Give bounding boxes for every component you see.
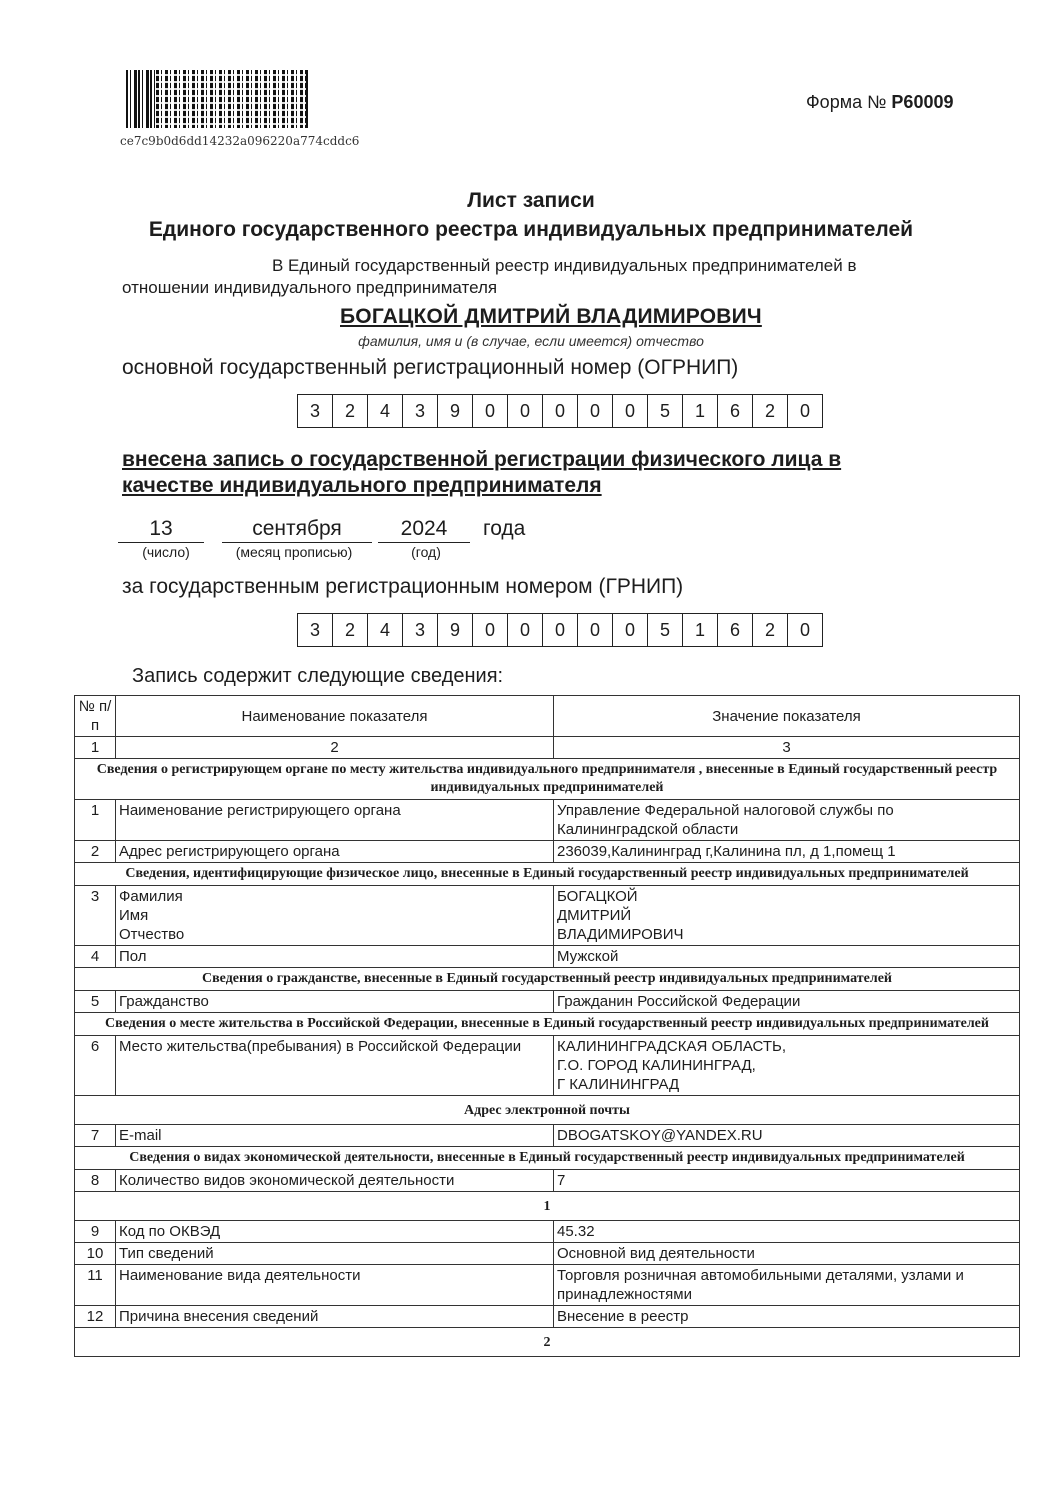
- row-no: 1: [75, 800, 116, 841]
- row-value: 236039,Калининград г,Калинина пл, д 1,помещ 1: [554, 841, 1020, 863]
- first-name-label: Имя: [119, 907, 149, 924]
- section-row: [75, 968, 1020, 991]
- section-citizenship: Сведения о гражданстве, внесенные в Единый государственный реестр индивидуальных предпринимателей: [75, 968, 1020, 991]
- row-name: Наименование регистрирующего органа: [116, 800, 554, 841]
- section-authority: Сведения о регистрирующем органе по месту жительства индивидуального предпринимателя , внесенные в Единый государственный реестр индивидуальных предпринимателей: [75, 759, 1020, 800]
- date-day: 13: [118, 516, 204, 543]
- grnip-digit: 4: [368, 614, 403, 646]
- row-no: 2: [75, 841, 116, 863]
- row-value: Мужской: [554, 946, 1020, 968]
- ogrnip-digit: 9: [438, 395, 473, 427]
- row-no: 5: [75, 991, 116, 1013]
- first-name-value: ДМИТРИЙ: [557, 907, 632, 924]
- grnip-digit: 0: [543, 614, 578, 646]
- form-number: [806, 92, 953, 113]
- section-email: Адрес электронной почты: [75, 1096, 1020, 1125]
- grnip-digit: 0: [613, 614, 648, 646]
- group-number: 1: [75, 1192, 1020, 1221]
- row-name: Гражданство: [116, 991, 554, 1013]
- row-no: 12: [75, 1306, 116, 1328]
- ogrnip-digit-boxes: [297, 394, 823, 428]
- section-row: [75, 1096, 1020, 1125]
- row-name: Тип сведений: [116, 1243, 554, 1265]
- table-row: [75, 1265, 1020, 1306]
- row-value: DBOGATSKOY@YANDEX.RU: [554, 1125, 1020, 1147]
- row-no: 6: [75, 1036, 116, 1096]
- surname-value: БОГАЦКОЙ: [557, 888, 638, 905]
- entry-statement-line-1: внесена запись о государственной регистрации физического лица в: [122, 448, 842, 471]
- section-row: [75, 863, 1020, 886]
- doc-subtitle: Единого государственного реестра индивидуальных предпринимателей: [148, 218, 914, 241]
- row-value: 45.32: [554, 1221, 1020, 1243]
- ogrnip-digit: 0: [613, 395, 648, 427]
- row-name: Причина внесения сведений: [116, 1306, 554, 1328]
- grnip-digit: 0: [578, 614, 613, 646]
- form-label: Форма №: [806, 92, 887, 112]
- grnip-digit: 3: [298, 614, 333, 646]
- form-code: Р60009: [891, 92, 954, 112]
- grnip-digit: 1: [683, 614, 718, 646]
- table-row: [75, 1036, 1020, 1096]
- ogrnip-digit: 0: [508, 395, 543, 427]
- row-value: 7: [554, 1170, 1020, 1192]
- group-number-row: [75, 1192, 1020, 1221]
- col-number: 1: [75, 737, 116, 759]
- row-no: 10: [75, 1243, 116, 1265]
- doc-title: Лист записи: [467, 189, 595, 212]
- section-row: [75, 1147, 1020, 1170]
- row-no: 7: [75, 1125, 116, 1147]
- ogrnip-digit: 3: [403, 395, 438, 427]
- grnip-digit: 5: [648, 614, 683, 646]
- ogrnip-digit: 5: [648, 395, 683, 427]
- surname-label: Фамилия: [119, 888, 183, 905]
- row-no: 11: [75, 1265, 116, 1306]
- section-row: [75, 759, 1020, 800]
- patronymic-value: ВЛАДИМИРОВИЧ: [557, 926, 684, 943]
- intro-line-2: отношении индивидуального предпринимателя: [122, 278, 498, 297]
- table-row: [75, 1221, 1020, 1243]
- section-activity: Сведения о видах экономической деятельности, внесенные в Единый государственный реестр индивидуальных предпринимателей: [75, 1147, 1020, 1170]
- ogrnip-digit: 2: [753, 395, 788, 427]
- grnip-digit: 0: [508, 614, 543, 646]
- entry-statement-line-2: качестве индивидуального предпринимателя: [122, 474, 602, 497]
- col-value-header: Значение показателя: [554, 696, 1020, 737]
- col-number: 2: [116, 737, 554, 759]
- ogrnip-digit: 0: [473, 395, 508, 427]
- row-no: 3: [75, 886, 116, 946]
- row-value: [554, 1036, 1020, 1096]
- section-person: Сведения, идентифицирующие физическое лицо, внесенные в Единый государственный реестр индивидуальных предпринимателей: [75, 863, 1020, 886]
- section-row: [75, 1013, 1020, 1036]
- row-no: 4: [75, 946, 116, 968]
- ogrnip-digit: 0: [578, 395, 613, 427]
- patronymic-label: Отчество: [119, 926, 185, 943]
- table-row: [75, 1170, 1020, 1192]
- date-year-word: года: [483, 517, 526, 540]
- person-name-hint: фамилия, имя и (в случае, если имеется) отчество: [358, 333, 704, 349]
- date-day-hint: (число): [142, 544, 190, 560]
- row-name: Количество видов экономической деятельности: [116, 1170, 554, 1192]
- table-row: [75, 841, 1020, 863]
- address-line: Г КАЛИНИНГРАД: [557, 1076, 680, 1093]
- row-no: 9: [75, 1221, 116, 1243]
- row-name: Код по ОКВЭД: [116, 1221, 554, 1243]
- address-line: Г.О. ГОРОД КАЛИНИНГРАД,: [557, 1057, 756, 1074]
- table-row: [75, 1243, 1020, 1265]
- table-header-row: [75, 696, 1020, 737]
- table-row: [75, 1125, 1020, 1147]
- row-name: Место жительства(пребывания) в Российской Федерации: [116, 1036, 554, 1096]
- row-name: Наименование вида деятельности: [116, 1265, 554, 1306]
- grnip-digit: 2: [333, 614, 368, 646]
- row-value: Торговля розничная автомобильными деталями, узлами и принадлежностями: [554, 1265, 1020, 1306]
- column-numbers-row: [75, 737, 1020, 759]
- group-number: 2: [75, 1328, 1020, 1357]
- row-name: Адрес регистрирующего органа: [116, 841, 554, 863]
- grnip-digit: 0: [799, 619, 810, 640]
- date-year-hint: (год): [411, 544, 441, 560]
- col-name-header: Наименование показателя: [116, 696, 554, 737]
- grnip-digit: 0: [473, 614, 508, 646]
- ogrnip-digit: 2: [333, 395, 368, 427]
- table-row: [75, 1306, 1020, 1328]
- ogrnip-digit: 3: [298, 395, 333, 427]
- barcode-hash: ce7c9b0d6dd14232a096220a774cddc6: [120, 134, 360, 148]
- group-number-row: [75, 1328, 1020, 1357]
- date-month: сентября: [222, 516, 372, 543]
- ogrnip-digit: 0: [799, 400, 810, 421]
- barcode-image: [126, 70, 308, 128]
- ogrnip-digit: 0: [543, 395, 578, 427]
- row-value: Управление Федеральной налоговой службы по Калининградской области: [554, 800, 1020, 841]
- table-row: [75, 886, 1020, 946]
- grnip-digit-boxes: [297, 613, 823, 647]
- grnip-digit: 9: [438, 614, 473, 646]
- ogrnip-digit: 6: [718, 395, 753, 427]
- table-row: [75, 800, 1020, 841]
- date-year: 2024: [378, 516, 470, 543]
- ogrnip-label: основной государственный регистрационный номер (ОГРНИП): [122, 356, 739, 379]
- table-row: [75, 991, 1020, 1013]
- row-name: [116, 886, 554, 946]
- address-line: КАЛИНИНГРАДСКАЯ ОБЛАСТЬ,: [557, 1038, 787, 1055]
- contains-label: Запись содержит следующие сведения:: [132, 665, 504, 687]
- date-month-hint: (месяц прописью): [235, 544, 353, 560]
- ogrnip-digit: 1: [683, 395, 718, 427]
- section-residence: Сведения о месте жительства в Российской Федерации, внесенные в Единый государственный реестр индивидуальных предпринимателей: [75, 1013, 1020, 1036]
- grnip-digit: 2: [753, 614, 788, 646]
- row-name: Пол: [116, 946, 554, 968]
- row-value: Гражданин Российской Федерации: [554, 991, 1020, 1013]
- row-name: E-mail: [116, 1125, 554, 1147]
- grnip-label: за государственным регистрационным номером (ГРНИП): [122, 575, 684, 598]
- row-value: [554, 886, 1020, 946]
- intro-line-1: В Единый государственный реестр индивидуальных предпринимателей в: [272, 256, 857, 275]
- row-value: Внесение в реестр: [554, 1306, 1020, 1328]
- col-number: 3: [554, 737, 1020, 759]
- col-no-header: № п/п: [75, 696, 116, 737]
- grnip-digit: 3: [403, 614, 438, 646]
- table-row: [75, 946, 1020, 968]
- person-full-name: БОГАЦКОЙ ДМИТРИЙ ВЛАДИМИРОВИЧ: [340, 305, 762, 328]
- row-no: 8: [75, 1170, 116, 1192]
- grnip-digit: 6: [718, 614, 753, 646]
- row-value: Основной вид деятельности: [554, 1243, 1020, 1265]
- record-table: [74, 695, 1020, 1357]
- ogrnip-digit: 4: [368, 395, 403, 427]
